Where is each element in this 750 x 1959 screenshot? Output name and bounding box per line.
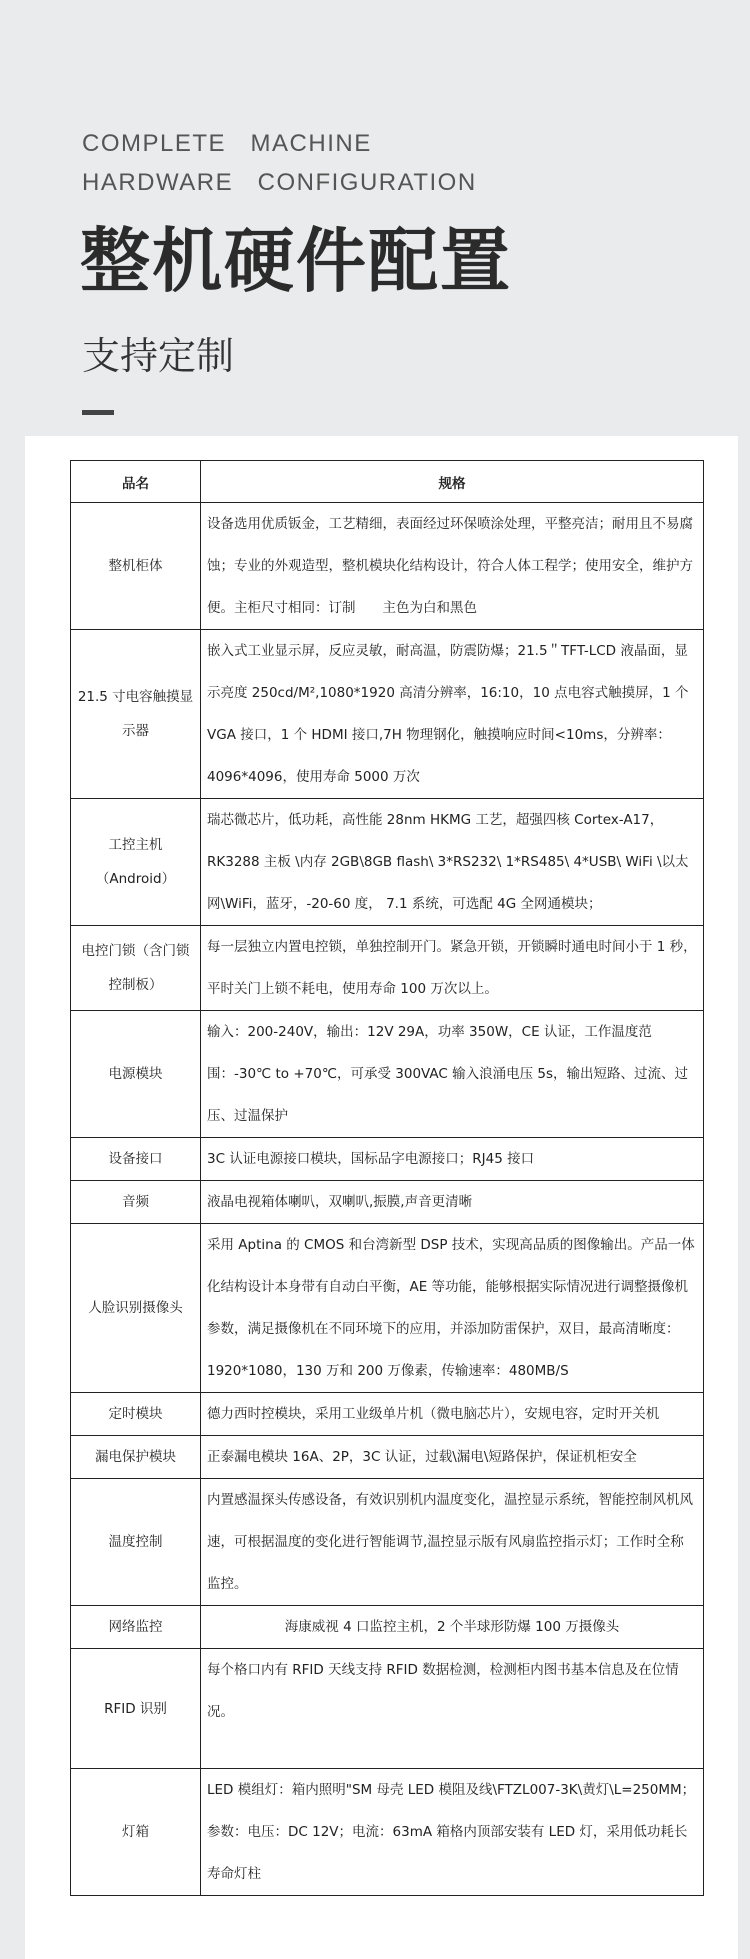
row-name: 温度控制: [71, 1479, 201, 1606]
table-row: [71, 1436, 704, 1479]
hero-header: [0, 0, 750, 436]
row-name: 电控门锁（含门锁控制板）: [71, 926, 201, 1011]
english-heading-line-2: HARDWARE CONFIGURATION: [82, 169, 477, 196]
table-row: [71, 1011, 704, 1138]
row-spec: 内置感温探头传感设备，有效识别机内温度变化，温控显示系统，智能控制风机风速，可根据温度的变化进行智能调节,温控显示版有风扇监控指示灯；工作时全称监控。: [201, 1479, 704, 1606]
row-spec: 德力西时控模块，采用工业级单片机（微电脑芯片），安规电容，定时开关机: [201, 1393, 704, 1436]
table-row: [71, 926, 704, 1011]
row-spec: 每一层独立内置电控锁，单独控制开门。紧急开锁，开锁瞬时通电时间小于 1 秒，平时关门上锁不耗电，使用寿命 100 万次以上。: [201, 926, 704, 1011]
row-name: 整机柜体: [71, 503, 201, 630]
col-header-spec: 规格: [201, 461, 704, 503]
table-row: [71, 1224, 704, 1393]
row-name: 定时模块: [71, 1393, 201, 1436]
row-spec: 采用 Aptina 的 CMOS 和台湾新型 DSP 技术，实现高品质的图像输出。产品一体化结构设计本身带有自动白平衡，AE 等功能，能够根据实际情况进行调整摄像机参数，满足摄像机在不同环境下的应用，并添加防雷保护，双目，最高清晰度：1920*1080，130 万和 200 万像素，传输速率：480MB/S: [201, 1224, 704, 1393]
table-row: [71, 1606, 704, 1649]
page-subtitle: 支持定制: [82, 334, 235, 378]
table-row: [71, 799, 704, 926]
row-spec: 液晶电视箱体喇叭，双喇叭,振膜,声音更清晰: [201, 1181, 704, 1224]
row-spec: 3C 认证电源接口模块，国标品字电源接口；RJ45 接口: [201, 1138, 704, 1181]
row-name: 音频: [71, 1181, 201, 1224]
row-name: 人脸识别摄像头: [71, 1224, 201, 1393]
row-name: 网络监控: [71, 1606, 201, 1649]
spec-table: [70, 460, 704, 1896]
row-name: 漏电保护模块: [71, 1436, 201, 1479]
row-spec: 嵌入式工业显示屏，反应灵敏，耐高温，防震防爆；21.5＂TFT-LCD 液晶面，显示亮度 250cd/M²,1080*1920 高清分辨率，16:10，10 点电容式触摸屏，1 个 VGA 接口，1 个 HDMI 接口,7H 物理钢化，触摸响应时间<10ms，分辨率：4096*4096，使用寿命 5000 万次: [201, 630, 704, 799]
english-heading-line-1: COMPLETE MACHINE: [82, 130, 372, 157]
table-row: [71, 630, 704, 799]
row-name: 工控主机（Android）: [71, 799, 201, 926]
row-name: RFID 识别: [71, 1649, 201, 1769]
table-row: [71, 1769, 704, 1896]
row-spec: 每个格口内有 RFID 天线支持 RFID 数据检测，检测柜内图书基本信息及在位情况。: [201, 1649, 704, 1769]
table-row: [71, 1181, 704, 1224]
row-spec: 输入：200-240V，输出：12V 29A，功率 350W，CE 认证，工作温度范围：-30℃ to +70℃，可承受 300VAC 输入浪涌电压 5s，输出短路、过流、过压、过温保护: [201, 1011, 704, 1138]
row-name: 电源模块: [71, 1011, 201, 1138]
col-header-name: 品名: [71, 461, 201, 503]
row-spec: 设备选用优质钣金，工艺精细，表面经过环保喷涂处理，平整亮洁；耐用且不易腐蚀；专业的外观造型，整机模块化结构设计，符合人体工程学；使用安全，维护方便。主柜尺寸相同：订制 主色为白和黑色: [201, 503, 704, 630]
row-name: 设备接口: [71, 1138, 201, 1181]
page-title: 整机硬件配置: [80, 220, 512, 302]
table-row: [71, 1393, 704, 1436]
row-name: 21.5 寸电容触摸显示器: [71, 630, 201, 799]
table-row: [71, 1479, 704, 1606]
row-name: 灯箱: [71, 1769, 201, 1896]
spec-card: [25, 436, 738, 1959]
title-divider: [82, 410, 114, 415]
table-row: [71, 503, 704, 630]
row-spec: LED 模组灯：箱内照明"SM 母壳 LED 模阻及线\FTZL007-3K\黄灯\L=250MM；参数：电压：DC 12V；电流：63mA 箱格内顶部安装有 LED 灯，采用低功耗长寿命灯柱: [201, 1769, 704, 1896]
table-row: [71, 1138, 704, 1181]
table-row: [71, 1649, 704, 1769]
row-spec: 瑞芯微芯片，低功耗，高性能 28nm HKMG 工艺，超强四核 Cortex-A17，RK3288 主板 \内存 2GB\8GB flash\ 3*RS232\ 1*RS485\ 4*USB\ WiFi \以太网\WiFi，蓝牙，-20-60 度， 7.1 系统，可选配 4G 全网通模块；: [201, 799, 704, 926]
row-spec: 海康威视 4 口监控主机，2 个半球形防爆 100 万摄像头: [201, 1606, 704, 1649]
row-spec: 正泰漏电模块 16A、2P，3C 认证，过载\漏电\短路保护，保证机柜安全: [201, 1436, 704, 1479]
table-header-row: [71, 461, 704, 503]
